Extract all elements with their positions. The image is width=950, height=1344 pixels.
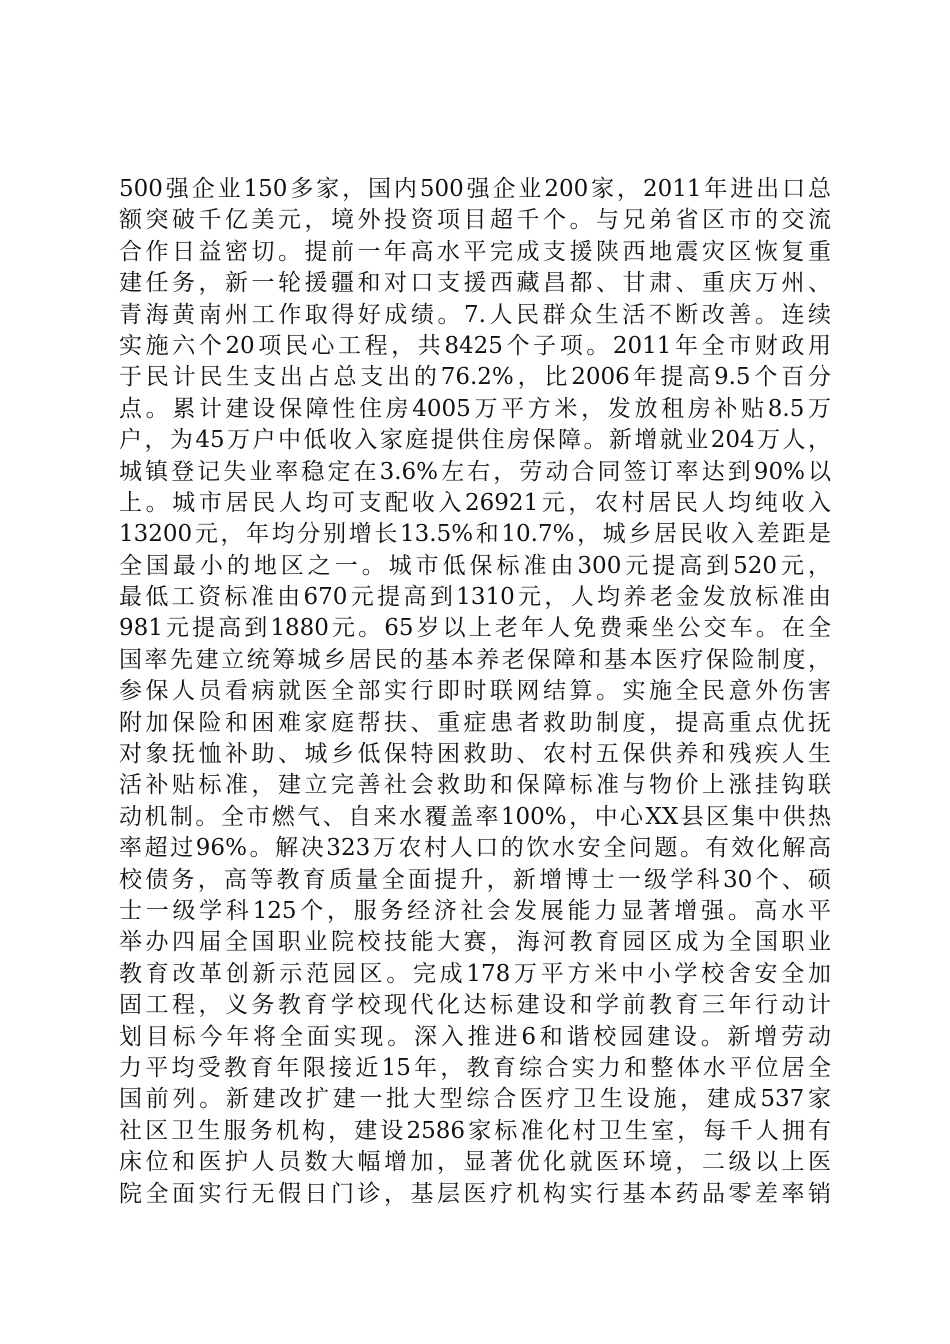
body-paragraph [119,174,831,1210]
text-line-21: 动机制。全市燃气、自来水覆盖率100%，中心XX县区集中供热 [119,803,831,830]
text-line-18: 附加保险和困难家庭帮扶、重症患者救助制度，提高重点优抚 [119,709,831,736]
text-line-23: 校债务，高等教育质量全面提升，新增博士一级学科30个、硕 [119,866,831,893]
text-line-30: 国前列。新建改扩建一批大型综合医疗卫生设施，建成537家 [119,1086,831,1113]
text-line-27: 固工程，义务教育学校现代化达标建设和学前教育三年行动计 [119,992,831,1019]
text-line-10: 城镇登记失业率稳定在3.6%左右，劳动合同签订率达到90%以 [119,458,831,485]
text-line-16: 国率先建立统筹城乡居民的基本养老保障和基本医疗保险制度， [119,646,831,673]
text-line-17: 参保人员看病就医全部实行即时联网结算。实施全民意外伤害 [119,678,831,705]
text-line-11: 上。城市居民人均可支配收入26921元，农村居民人均纯收入 [119,489,831,516]
text-line-15: 981元提高到1880元。65岁以上老年人免费乘坐公交车。在全 [119,615,831,642]
text-line-12: 13200元，年均分别增长13.5%和10.7%，城乡居民收入差距是 [119,521,831,548]
text-line-9: 户，为45万户中低收入家庭提供住房保障。新增就业204万人， [119,427,831,454]
text-line-33: 院全面实行无假日门诊，基层医疗机构实行基本药品零差率销 [119,1180,831,1207]
text-line-26: 教育改革创新示范园区。完成178万平方米中小学校舍安全加 [119,960,831,987]
text-line-6: 实施六个20项民心工程，共8425个子项。2011年全市财政用 [119,332,831,359]
text-line-22: 率超过96%。解决323万农村人口的饮水安全问题。有效化解高 [119,835,831,862]
text-line-13: 全国最小的地区之一。城市低保标准由300元提高到520元， [119,552,831,579]
text-line-4: 建任务，新一轮援疆和对口支援西藏昌都、甘肃、重庆万州、 [119,270,831,297]
text-line-5: 青海黄南州工作取得好成绩。7.人民群众生活不断改善。连续 [119,301,831,328]
text-line-14: 最低工资标准由670元提高到1310元，人均养老金发放标准由 [119,584,831,611]
text-line-7: 于民计民生支出占总支出的76.2%，比2006年提高9.5个百分 [119,364,831,391]
text-line-19: 对象抚恤补助、城乡低保特困救助、农村五保供养和残疾人生 [119,741,831,768]
text-line-29: 力平均受教育年限接近15年，教育综合实力和整体水平位居全 [119,1054,831,1081]
text-line-8: 点。累计建设保障性住房4005万平方米，发放租房补贴8.5万 [119,395,831,422]
text-line-2: 额突破千亿美元，境外投资项目超千个。与兄弟省区市的交流 [119,207,831,234]
text-line-1: 500强企业150多家，国内500强企业200家，2011年进出口总 [119,176,831,202]
text-line-32: 床位和医护人员数大幅增加，显著优化就医环境，二级以上医 [119,1149,831,1176]
text-line-24: 士一级学科125个，服务经济社会发展能力显著增强。高水平 [119,897,831,924]
text-line-28: 划目标今年将全面实现。深入推进6和谐校园建设。新增劳动 [119,1023,831,1050]
text-line-31: 社区卫生服务机构，建设2586家标准化村卫生室，每千人拥有 [119,1117,831,1144]
text-line-20: 活补贴标准，建立完善社会救助和保障标准与物价上涨挂钩联 [119,772,831,799]
text-line-25: 举办四届全国职业院校技能大赛，海河教育园区成为全国职业 [119,929,831,956]
text-line-3: 合作日益密切。提前一年高水平完成支援陕西地震灾区恢复重 [119,238,831,265]
